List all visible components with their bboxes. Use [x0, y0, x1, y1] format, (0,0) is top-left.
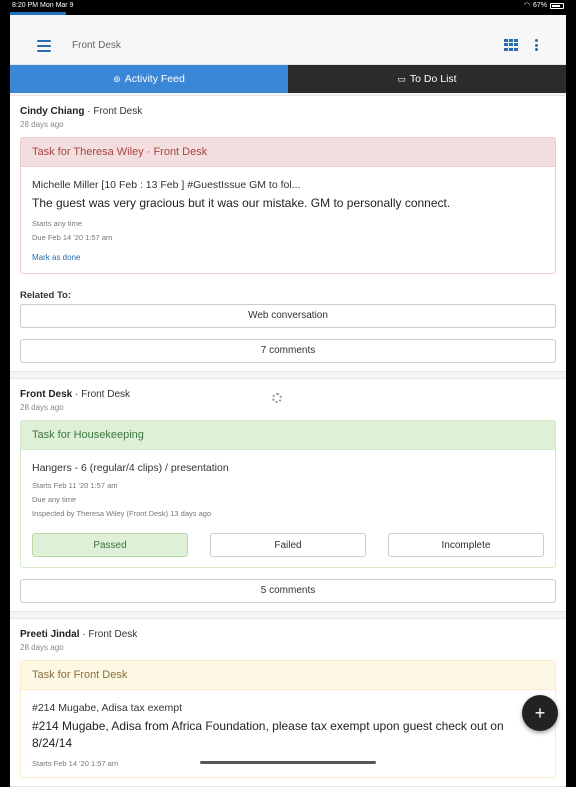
- task-due: Due any time: [32, 495, 77, 504]
- status-time: 8:20 PM Mon Mar 9: [12, 2, 74, 9]
- author-line: [20, 389, 556, 400]
- failed-button[interactable]: Failed: [210, 533, 366, 557]
- tab-bar: [10, 65, 566, 93]
- add-button[interactable]: +: [522, 695, 558, 731]
- inbox-icon: ▭: [397, 73, 406, 84]
- task-starts: Starts Feb 14 '20 1:57 am: [32, 759, 119, 768]
- comments-button[interactable]: 5 comments: [20, 579, 556, 603]
- battery-icon: [550, 3, 564, 9]
- passed-button[interactable]: Passed: [32, 533, 188, 557]
- task-subject: Michelle Miller [10 Feb : 13 Feb ] #GuestIssue GM to fol...: [32, 179, 301, 191]
- mark-as-done-link[interactable]: Mark as done: [32, 253, 81, 262]
- task-starts: Starts Feb 11 '20 1:57 am: [32, 481, 118, 490]
- task-body: [21, 167, 555, 273]
- author-line: [20, 629, 556, 640]
- task-title: Task for Housekeeping: [21, 421, 555, 450]
- home-indicator: [200, 761, 376, 764]
- incomplete-button[interactable]: Incomplete: [388, 533, 544, 557]
- kebab-menu-icon[interactable]: [534, 39, 538, 51]
- task-subject: Hangers - 6 (regular/4 clips) / presentation: [32, 462, 229, 474]
- task-description: The guest was very gracious but it was our mistake. GM to personally connect.: [32, 196, 451, 210]
- tab-label: Activity Feed: [124, 73, 185, 85]
- related-to-label: Related To:: [20, 290, 72, 301]
- timestamp: 28 days ago: [20, 643, 64, 652]
- task-subject: #214 Mugabe, Adisa tax exempt: [32, 702, 183, 714]
- hamburger-menu-icon[interactable]: [37, 40, 51, 52]
- task-description: #214 Mugabe, Adisa from Africa Foundation, please tax exempt upon guest check out on 8/24/14: [32, 719, 504, 750]
- status-bar: [0, 0, 576, 12]
- wifi-icon: ◠: [523, 2, 530, 9]
- task-inspected: Inspected by Theresa Wiley (Front Desk) 13 days ago: [32, 509, 212, 518]
- task-title: Task for Front Desk: [21, 661, 555, 690]
- author-line: [20, 106, 556, 117]
- rss-icon: ⊚: [113, 73, 121, 84]
- web-conversation-button[interactable]: Web conversation: [20, 304, 556, 328]
- author-name[interactable]: Cindy Chiang: [20, 106, 85, 117]
- task-panel: [20, 420, 556, 568]
- author-name[interactable]: Preeti Jindal: [20, 629, 80, 640]
- tab-to-do-list[interactable]: [288, 65, 566, 93]
- timestamp: 28 days ago: [20, 403, 64, 412]
- author-dept: · Front Desk: [82, 629, 138, 640]
- tab-activity-feed[interactable]: [10, 65, 288, 93]
- author-dept: · Front Desk: [75, 389, 131, 400]
- header: [10, 15, 566, 65]
- page-title: Front Desk: [72, 40, 121, 51]
- activity-feed: [10, 95, 566, 787]
- comments-button[interactable]: 7 comments: [20, 339, 556, 363]
- task-body: [21, 450, 555, 567]
- task-starts: Starts any time: [32, 219, 83, 228]
- author-dept: · Front Desk: [87, 106, 143, 117]
- inspection-status-row: [32, 533, 544, 559]
- app-window: [10, 15, 566, 768]
- task-title: Task for Theresa Wiley · Front Desk: [21, 138, 555, 167]
- status-right: [524, 0, 564, 12]
- author-name[interactable]: Front Desk: [20, 389, 73, 400]
- battery-percent: 67%: [532, 2, 547, 9]
- task-panel: [20, 137, 556, 274]
- feed-item: [10, 378, 566, 612]
- grid-icon[interactable]: [504, 39, 518, 51]
- timestamp: 28 days ago: [20, 120, 64, 129]
- feed-item: [10, 95, 566, 372]
- task-due: Due Feb 14 '20 1:57 am: [32, 233, 113, 242]
- tab-label: To Do List: [409, 73, 457, 85]
- loading-spinner-icon: [272, 393, 282, 403]
